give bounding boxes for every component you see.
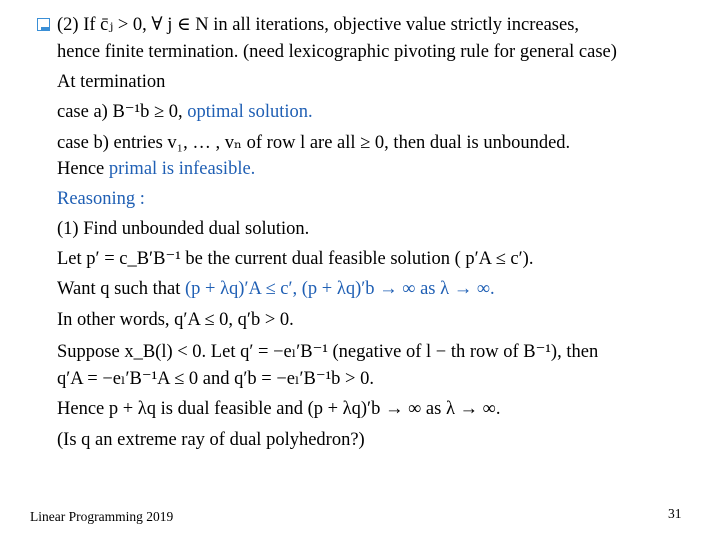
line-case-b: case b) entries v₁, … , vₙ of row l are all ≥ 0, then dual is unbounded. <box>57 133 571 153</box>
want-q-condition: (p + λq)′A ≤ c′, (p + λq)′b → ∞ as λ → ∞. <box>184 279 495 299</box>
line-finite-termination: hence finite termination. (need lexicographic pivoting rule for general case) <box>57 42 617 62</box>
line-case-a <box>57 100 313 124</box>
primal-infeasible-text: primal is infeasible. <box>108 159 256 179</box>
line-find-unbounded: (1) Find unbounded dual solution. <box>57 219 310 239</box>
line-condition: (2) If c̄ⱼ > 0, ∀ j ∈ N in all iterations, objective value strictly increases, <box>57 15 580 35</box>
page-number: 31 <box>668 506 682 521</box>
slide-bullet <box>37 18 50 31</box>
line-suppose: Suppose x_B(l) < 0. Let q′ = −eₗ′B⁻¹ (negative of l − th row of B⁻¹), then <box>57 342 599 362</box>
optimal-solution-text: optimal solution. <box>187 102 313 122</box>
line-qA: q′A = −eₗ′B⁻¹A ≤ 0 and q′b = −eₗ′B⁻¹b > 0. <box>57 369 374 389</box>
line-at-termination: At termination <box>57 72 166 92</box>
line-extreme-ray-question: (Is q an extreme ray of dual polyhedron?) <box>57 430 365 450</box>
hence-text: Hence <box>57 159 105 179</box>
line-dual-feasible: Hence p + λq is dual feasible and (p + λq)′b → ∞ as λ → ∞. <box>57 399 501 419</box>
case-a-text: case a) B⁻¹b ≥ 0, <box>57 102 183 122</box>
line-in-other-words: In other words, q′A ≤ 0, q′b > 0. <box>57 310 294 330</box>
line-reasoning: Reasoning : <box>57 189 145 209</box>
line-let-p: Let p′ = c_B′B⁻¹ be the current dual feasible solution ( p′A ≤ c′). <box>57 249 534 269</box>
line-want-q <box>57 277 495 301</box>
footer-course: Linear Programming 2019 <box>30 509 174 524</box>
want-q-text: Want q such that <box>57 279 181 299</box>
line-hence-infeasible <box>57 157 255 181</box>
